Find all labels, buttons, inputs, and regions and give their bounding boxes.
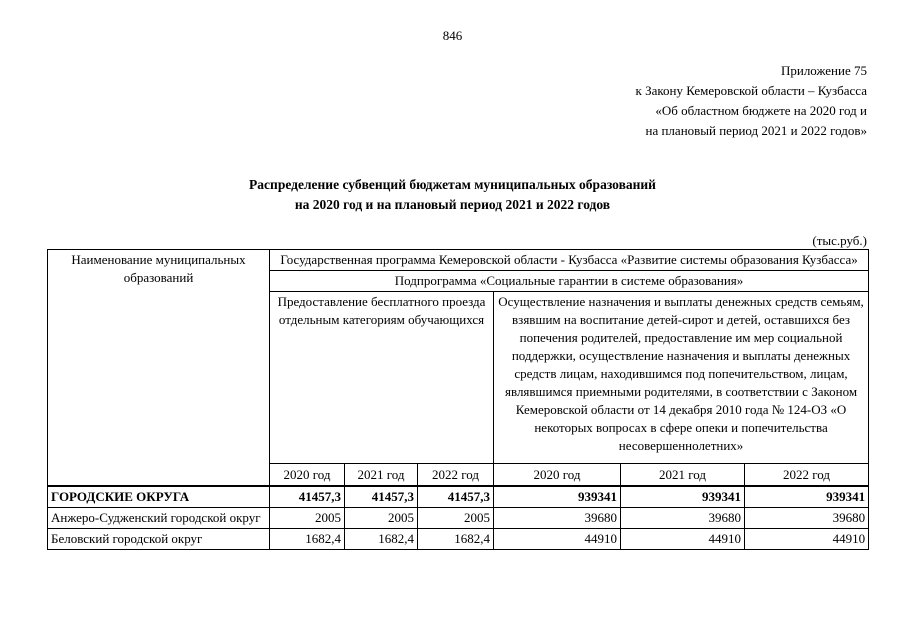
cell-value: 2005 [345, 507, 418, 528]
page-number: 846 [442, 28, 463, 43]
appendix-line: на плановый период 2021 и 2022 годов» [645, 123, 867, 138]
cell-value: 41457,3 [418, 486, 494, 508]
subsidy-table [47, 249, 869, 550]
table-row [48, 528, 869, 549]
appendix-line: «Об областном бюджете на 2020 год и [655, 103, 867, 118]
year-header: 2020 год [494, 464, 621, 486]
cell-value: 39680 [494, 507, 621, 528]
cell-value: 939341 [621, 486, 745, 508]
cell-value: 41457,3 [270, 486, 345, 508]
table-row [48, 507, 869, 528]
cell-value: 1682,4 [418, 528, 494, 549]
header-measure-guardianship: Осуществление назначения и выплаты денежных средств семьям, взявшим на воспитание детей-сирот и детей, оставшихся без попечения родителей, предоставление им мер социальной поддержки, осуществление назначения и выплаты денежных средств лицам, находившимся под попечительством, лицам, являвшимся приемными родителями, в соответствии с Законом Кемеровской области от 14 декабря 2010 года № 124-ОЗ «О некоторых вопросах в сфере опеки и попечительства несовершеннолетних» [494, 292, 869, 464]
cell-value: 44910 [745, 528, 869, 549]
appendix-line: Приложение 75 [780, 63, 867, 78]
header-measure-free-travel: Предоставление бесплатного проезда отдельным категориям обучающихся [270, 292, 494, 464]
cell-value: 2005 [270, 507, 345, 528]
cell-value: 1682,4 [270, 528, 345, 549]
row-name: ГОРОДСКИЕ ОКРУГА [48, 486, 270, 508]
year-header: 2022 год [745, 464, 869, 486]
title-line: Распределение субвенций бюджетам муниципальных образований [249, 177, 656, 192]
year-header: 2021 год [621, 464, 745, 486]
cell-value: 39680 [745, 507, 869, 528]
cell-value: 41457,3 [345, 486, 418, 508]
appendix-reference [636, 61, 868, 141]
table-row [48, 486, 869, 508]
row-name: Анжеро-Судженский городской округ [48, 507, 270, 528]
year-header: 2022 год [418, 464, 494, 486]
header-program: Государственная программа Кемеровской области - Кузбасса «Развитие системы образования Кузбасса» [270, 250, 869, 271]
cell-value: 44910 [494, 528, 621, 549]
year-header: 2021 год [345, 464, 418, 486]
cell-value: 2005 [418, 507, 494, 528]
cell-value: 44910 [621, 528, 745, 549]
cell-value: 1682,4 [345, 528, 418, 549]
year-header: 2020 год [270, 464, 345, 486]
units-label: (тыс.руб.) [812, 233, 867, 248]
header-subprogram: Подпрограмма «Социальные гарантии в системе образования» [270, 271, 869, 292]
cell-value: 939341 [745, 486, 869, 508]
row-name: Беловский городской округ [48, 528, 270, 549]
document-title [0, 175, 905, 215]
appendix-line: к Закону Кемеровской области – Кузбасса [635, 83, 867, 98]
cell-value: 39680 [621, 507, 745, 528]
header-municipality: Наименование муниципальных образований [48, 250, 270, 486]
header-row-program [48, 250, 869, 271]
title-line: на 2020 год и на плановый период 2021 и 2022 годов [294, 197, 611, 212]
cell-value: 939341 [494, 486, 621, 508]
